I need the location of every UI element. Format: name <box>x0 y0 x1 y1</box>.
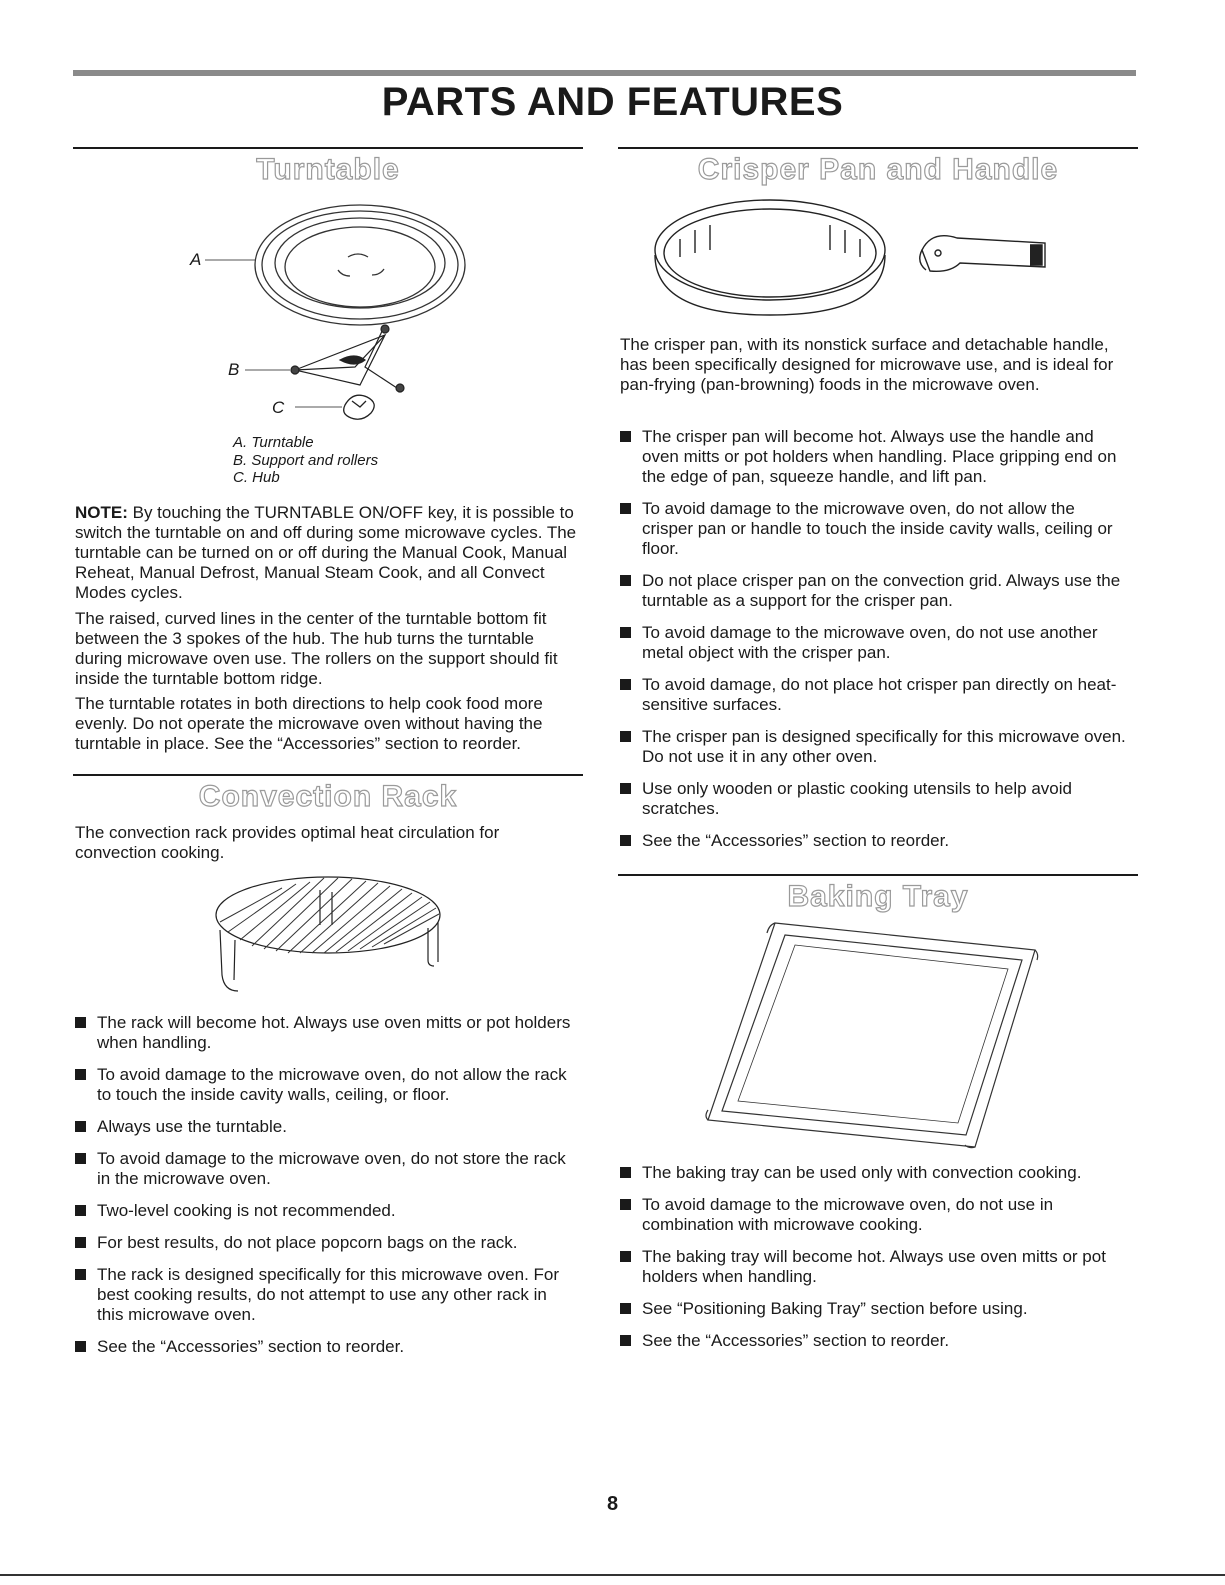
convection-rack-heading: Convection Rack <box>198 780 458 813</box>
page-number: 8 <box>606 1493 619 1515</box>
bottom-rule <box>0 1574 1225 1576</box>
convection-rack-illustration <box>200 870 460 1005</box>
list-item: The rack is designed specifically for this microwave oven. For best cooking results, do not attempt to use any other rack in this microwave oven. <box>75 1265 575 1325</box>
list-item: The baking tray will become hot. Always use oven mitts or pot holders when handling. <box>620 1247 1130 1287</box>
convection-rack-rule <box>73 774 583 776</box>
crisper-pan-rule <box>618 147 1138 149</box>
baking-tray-rule <box>618 874 1138 876</box>
list-item: The crisper pan will become hot. Always use the handle and oven mitts or pot holders when handling. Place gripping end on the edge of pan, squeeze handle, and lift pan. <box>620 427 1130 487</box>
crisper-pan-intro: The crisper pan, with its nonstick surface and detachable handle, has been specifically designed for microwave use, and is ideal for pan-frying (pan-browning) foods in the microwave oven. <box>620 335 1114 394</box>
convection-rack-bullets <box>75 1013 575 1369</box>
list-item: To avoid damage to the microwave oven, do not store the rack in the microwave oven. <box>75 1149 575 1189</box>
crisper-pan-bullets <box>620 427 1130 863</box>
label-a: A <box>190 250 202 269</box>
list-item: See “Positioning Baking Tray” section before using. <box>620 1299 1130 1319</box>
turntable-illustration <box>180 195 480 420</box>
list-item: The baking tray can be used only with convection cooking. <box>620 1163 1130 1183</box>
list-item: Do not place crisper pan on the convection grid. Always use the turntable as a support for the crisper pan. <box>620 571 1130 611</box>
baking-tray-bullets <box>620 1163 1130 1363</box>
baking-tray-illustration <box>700 915 1050 1150</box>
crisper-pan-heading: Crisper Pan and Handle <box>697 153 1059 186</box>
turntable-heading: Turntable <box>256 153 400 186</box>
list-item: To avoid damage to the microwave oven, do not allow the rack to touch the inside cavity walls, ceiling, or floor. <box>75 1065 575 1105</box>
list-item: Use only wooden or plastic cooking utensils to help avoid scratches. <box>620 779 1130 819</box>
label-c: C <box>272 398 285 417</box>
list-item: See the “Accessories” section to reorder. <box>620 831 1130 851</box>
turntable-para-2: The raised, curved lines in the center of the turntable bottom fit between the 3 spokes of the hub. The hub turns the turntable during microwave oven use. The rollers on the support should fit inside the turntable bottom ridge. <box>75 609 558 688</box>
note-text: By touching the TURNTABLE ON/OFF key, it is possible to switch the turntable on and off during some microwave cycles. The turntable can be turned on or off during the Manual Cook, Manual Reheat, Manual Defrost, Manual Steam Cook, and all Convect Modes cycles. <box>75 503 577 602</box>
crisper-handle <box>920 236 1045 272</box>
list-item: To avoid damage to the microwave oven, do not allow the crisper pan or handle to touch the inside cavity walls, ceiling or floor. <box>620 499 1130 559</box>
list-item: Always use the turntable. <box>75 1117 575 1137</box>
turntable-para-3: The turntable rotates in both directions to help cook food more evenly. Do not operate the microwave oven without having the turntable in place. See the “Accessories” section to reorder. <box>75 694 543 753</box>
support-rollers <box>291 325 404 392</box>
turntable-plate <box>255 205 465 325</box>
note-label: NOTE: <box>75 503 128 522</box>
list-item: To avoid damage, do not place hot crisper pan directly on heat-sensitive surfaces. <box>620 675 1130 715</box>
list-item: To avoid damage to the microwave oven, do not use in combination with microwave cooking. <box>620 1195 1130 1235</box>
baking-tray-heading: Baking Tray <box>787 880 969 913</box>
list-item: The crisper pan is designed specifically for this microwave oven. Do not use it in any other oven. <box>620 727 1130 767</box>
crisper-pan <box>655 200 885 315</box>
crisper-pan-illustration <box>650 195 1070 325</box>
list-item: Two-level cooking is not recommended. <box>75 1201 575 1221</box>
page-title: PARTS AND FEATURES <box>381 80 844 124</box>
list-item: See the “Accessories” section to reorder. <box>75 1337 575 1357</box>
top-rule <box>73 70 1136 76</box>
label-b: B <box>228 360 240 379</box>
list-item: The rack will become hot. Always use oven mitts or pot holders when handling. <box>75 1013 575 1053</box>
turntable-rule <box>73 147 583 149</box>
hub <box>344 395 375 419</box>
caption-turntable: A. Turntable <box>233 434 314 451</box>
turntable-note <box>75 503 585 603</box>
caption-hub: C. Hub <box>233 469 280 486</box>
convection-rack-intro: The convection rack provides optimal heat circulation for convection cooking. <box>75 823 500 862</box>
list-item: For best results, do not place popcorn bags on the rack. <box>75 1233 575 1253</box>
list-item: See the “Accessories” section to reorder. <box>620 1331 1130 1351</box>
list-item: To avoid damage to the microwave oven, do not use another metal object with the crisper pan. <box>620 623 1130 663</box>
caption-support: B. Support and rollers <box>233 452 379 469</box>
